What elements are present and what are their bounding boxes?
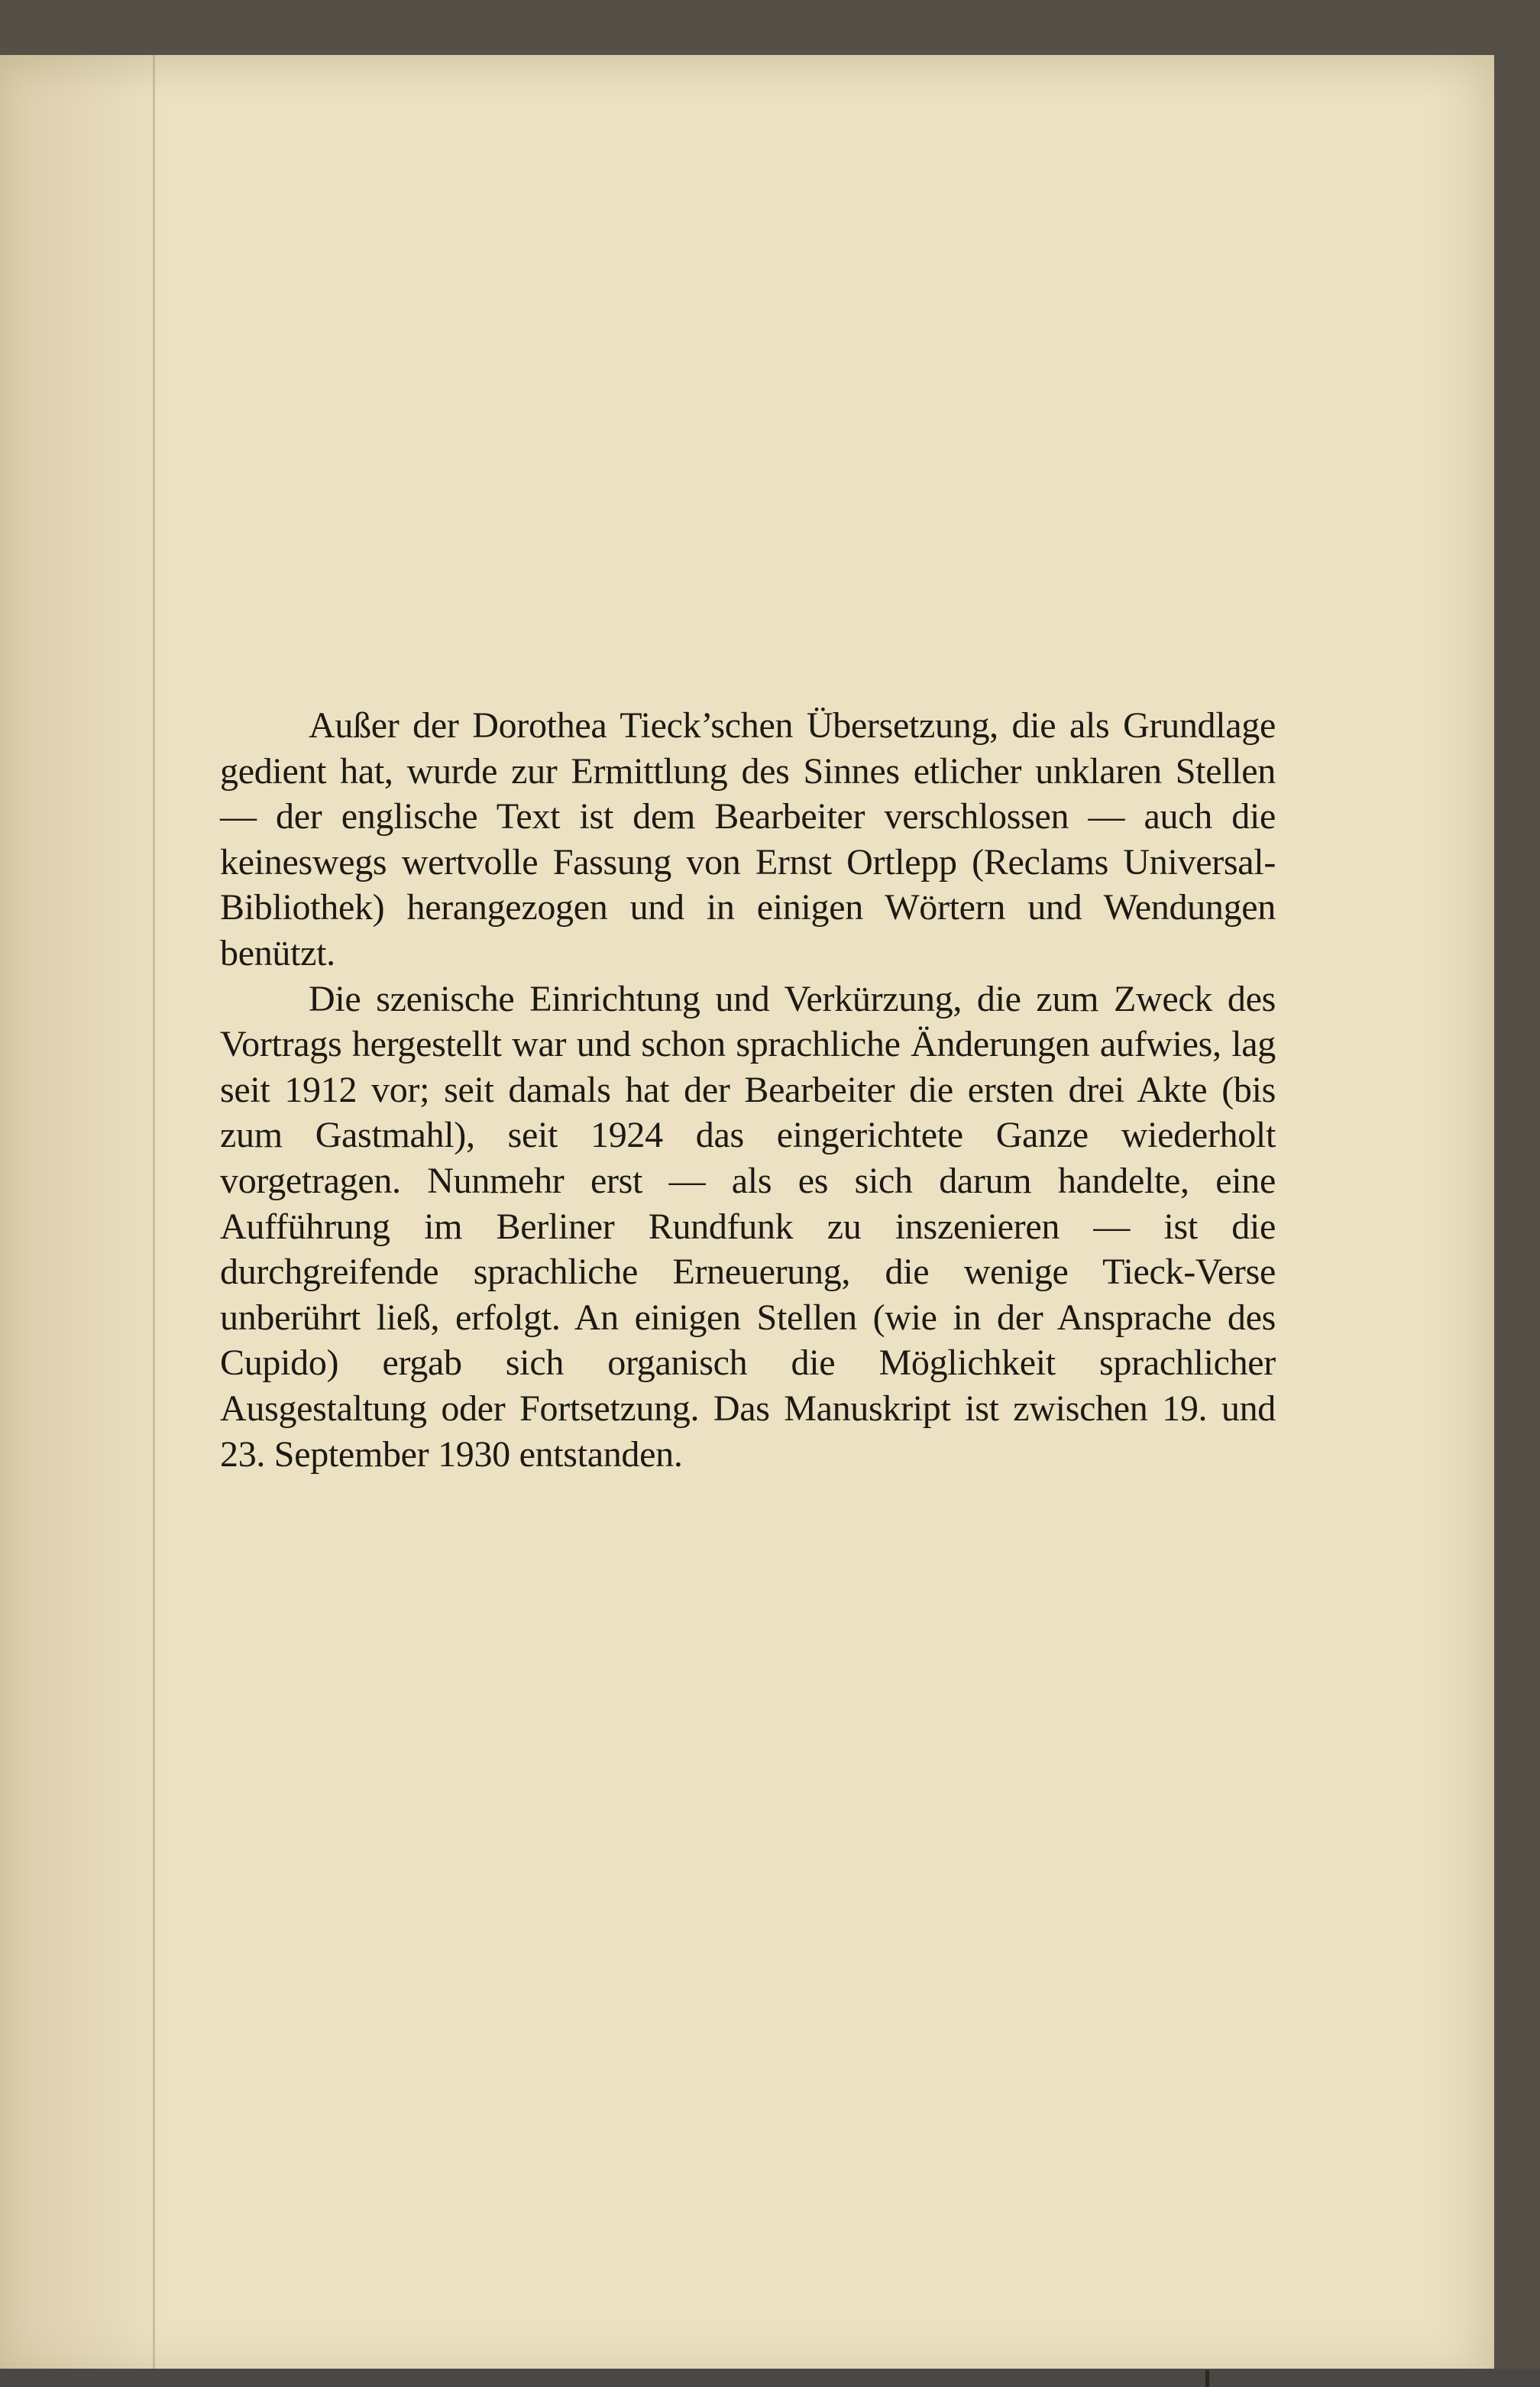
body-text xyxy=(220,703,1276,1477)
gutter-shadow xyxy=(0,55,168,2369)
paragraph-translation-sources: Außer der Dorothea Tieck’schen Übersetzung, die als Grundlage gedient hat, wurde zur Ermittlung des Sinnes etlicher unklaren Stellen — der englische Text ist dem Bearbeiter verschlossen — auch die keineswegs wertvolle Fassung von Ernst Ortlepp (Reclams Universal-Bibliothek) herangezogen und in einigen Wörtern und Wendungen benützt. xyxy=(220,705,1276,973)
paragraph-stage-adaptation: Die szenische Einrichtung und Verkürzung, die zum Zweck des Vortrags hergestellt war und schon sprachliche Änderungen aufwies, lag seit 1912 vor; seit damals hat der Bearbeiter die ersten drei Akte (bis zum Gastmahl), seit 1924 das eingerichtete Ganze wiederholt vorgetragen. Nunmehr erst — als es sich darum handelte, eine Aufführung im Berliner Rundfunk zu inszenieren — ist die durchgreifende sprachliche Erneuerung, die wenige Tieck-Verse unberührt ließ, erfolgt. An einigen Stellen (wie in der Ansprache des Cupido) ergab sich organisch die Möglichkeit sprachlicher Ausgestaltung oder Fortsetzung. Das Manuskript ist zwischen 19. und 23. September 1930 entstanden. xyxy=(220,978,1276,1475)
gutter-fold xyxy=(153,55,155,2369)
book-page xyxy=(0,55,1494,2369)
page-edge-mark xyxy=(1205,2370,1209,2387)
